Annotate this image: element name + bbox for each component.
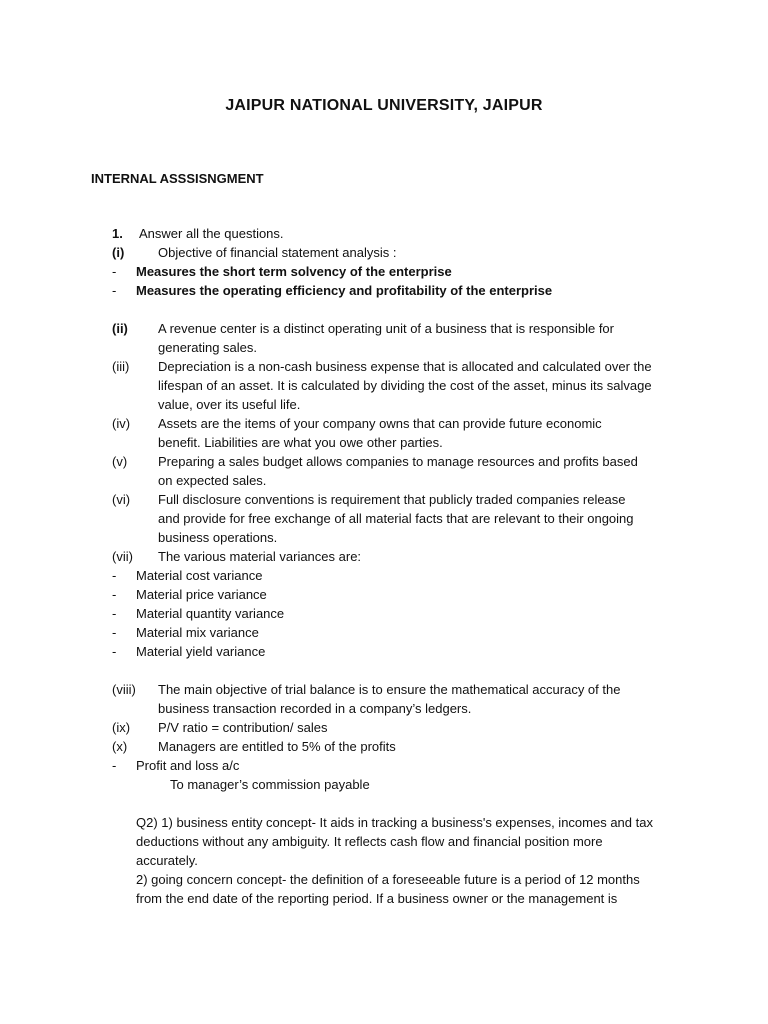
item-label-iii: (iii) bbox=[112, 359, 130, 374]
q2-paragraph-1-line-3: accurately. bbox=[136, 853, 198, 868]
item-text-iv-line-2: benefit. Liabilities are what you owe other parties. bbox=[158, 435, 443, 450]
item-text-ii-line-1: A revenue center is a distinct operating unit of a business that is responsible for bbox=[158, 321, 614, 336]
item-label-x: (x) bbox=[112, 739, 128, 754]
variance-item: Material cost variance bbox=[136, 568, 263, 583]
question-instruction: Answer all the questions. bbox=[139, 226, 284, 241]
variance-item: Material quantity variance bbox=[136, 606, 285, 621]
bullet-dash: - bbox=[112, 758, 117, 773]
item-text-viii-line-2: business transaction recorded in a company’s ledgers. bbox=[158, 701, 472, 716]
variance-item: Material price variance bbox=[136, 587, 267, 602]
bullet-dash: - bbox=[112, 625, 117, 640]
item-text-v-line-2: on expected sales. bbox=[158, 473, 267, 488]
item-text-i: Objective of financial statement analysis : bbox=[158, 245, 397, 260]
q2-concept-2-lead: 2) going concern concept bbox=[136, 872, 282, 887]
item-label-vii: (vii) bbox=[112, 549, 133, 564]
item-label-vi: (vi) bbox=[112, 492, 131, 507]
bullet-dash: - bbox=[112, 264, 117, 279]
item-text-ix: P/V ratio = contribution/ sales bbox=[158, 720, 328, 735]
item-text-vii: The various material variances are: bbox=[158, 549, 362, 564]
item-label-i: (i) bbox=[112, 245, 125, 260]
q2-concept-1-rest: - It aids in tracking a business's expenses, incomes and tax bbox=[311, 815, 653, 830]
item-text-iii-line-3: value, over its useful life. bbox=[158, 397, 301, 412]
item-label-v: (v) bbox=[112, 454, 128, 469]
page-title: JAIPUR NATIONAL UNIVERSITY, JAIPUR bbox=[225, 97, 543, 114]
item-label-ix: (ix) bbox=[112, 720, 131, 735]
item-text-vi-line-2: and provide for free exchange of all material facts that are relevant to their ongoing bbox=[158, 511, 634, 526]
item-text-v-line-1: Preparing a sales budget allows companies to manage resources and profits based bbox=[158, 454, 638, 469]
q2-concept-1-lead: Q2) 1) business entity concept bbox=[136, 815, 312, 830]
variance-item: Material yield variance bbox=[136, 644, 266, 659]
item-text-x: Managers are entitled to 5% of the profits bbox=[158, 739, 396, 754]
item-label-iv: (iv) bbox=[112, 416, 131, 431]
bullet-dash: - bbox=[112, 283, 117, 298]
item-text-iii-line-2: lifespan of an asset. It is calculated by dividing the cost of the asset, minus its salvage bbox=[158, 378, 652, 393]
item-text-ii-line-2: generating sales. bbox=[158, 340, 258, 355]
bullet-dash: - bbox=[112, 587, 117, 602]
item-text-vi-line-1: Full disclosure conventions is requirement that publicly traded companies release bbox=[158, 492, 626, 507]
q2-paragraph-1-line-1 bbox=[136, 813, 653, 832]
item-text-vi-line-3: business operations. bbox=[158, 530, 278, 545]
item-text-viii-line-1: The main objective of trial balance is to ensure the mathematical accuracy of the bbox=[158, 682, 621, 697]
journal-credit: To manager’s commission payable bbox=[170, 777, 370, 792]
bullet-dash: - bbox=[112, 644, 117, 659]
q2-concept-2-rest: - the definition of a foreseeable future is a period of 12 months bbox=[281, 872, 640, 887]
variance-item: Material mix variance bbox=[136, 625, 259, 640]
q2-paragraph-2-line-1 bbox=[136, 870, 640, 889]
item-text-iii-line-1: Depreciation is a non-cash business expense that is allocated and calculated over the bbox=[158, 359, 652, 374]
item-label-ii: (ii) bbox=[112, 321, 128, 336]
assignment-heading: INTERNAL ASSSISNGMENT bbox=[91, 171, 264, 186]
bullet-dash: - bbox=[112, 606, 117, 621]
q2-paragraph-1-line-2: deductions without any ambiguity. It reflects cash flow and financial position more bbox=[136, 834, 603, 849]
item-text-iv-line-1: Assets are the items of your company owns that can provide future economic bbox=[158, 416, 602, 431]
bullet-dash: - bbox=[112, 568, 117, 583]
objective-point-1: Measures the short term solvency of the enterprise bbox=[136, 264, 452, 279]
journal-debit: Profit and loss a/c bbox=[136, 758, 240, 773]
objective-point-2: Measures the operating efficiency and profitability of the enterprise bbox=[136, 283, 553, 298]
item-label-viii: (viii) bbox=[112, 682, 136, 697]
q2-paragraph-2-line-2: from the end date of the reporting period. If a business owner or the management is bbox=[136, 891, 618, 906]
question-number: 1. bbox=[112, 226, 123, 241]
